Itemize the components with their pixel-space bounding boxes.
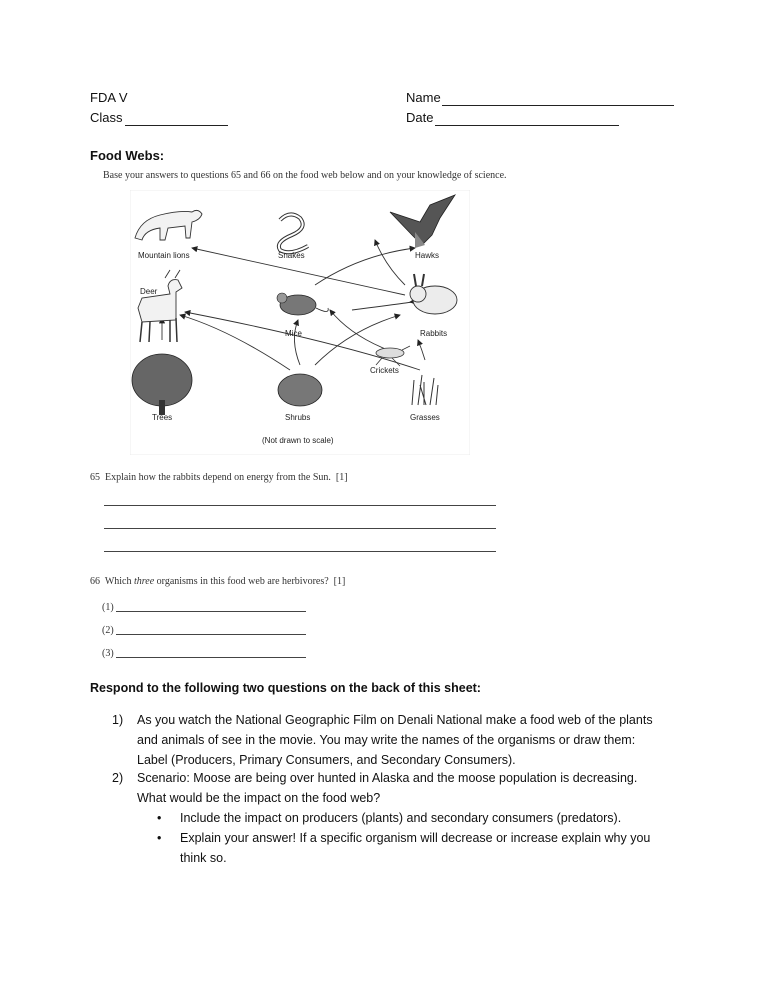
class-label: Class xyxy=(90,110,123,125)
bullet-1-icon: • xyxy=(157,811,162,825)
label-shrubs: Shrubs xyxy=(285,413,311,422)
course-label: FDA V xyxy=(90,90,128,105)
food-web-instruction: Base your answers to questions 65 and 66 on the food web below and on your knowledge of science. xyxy=(103,170,507,181)
answer-line-66-1[interactable] xyxy=(116,611,306,612)
answer-line-65-1[interactable] xyxy=(104,505,496,506)
question-66: 66 Which three organisms in this food web are herbivores? [1] xyxy=(90,576,346,587)
name-field[interactable] xyxy=(442,105,674,106)
bullet-2-text: Explain your answer! If a specific organism will decrease or increase explain why you think so. xyxy=(180,831,651,865)
date-field[interactable] xyxy=(435,125,619,126)
answer-line-65-2[interactable] xyxy=(104,528,496,529)
food-web-diagram xyxy=(130,190,470,455)
shrub-icon xyxy=(278,374,322,406)
respond-heading: Respond to the following two questions on the back of this sheet: xyxy=(90,681,481,695)
label-snakes: Snakes xyxy=(278,251,305,260)
answer-line-65-3[interactable] xyxy=(104,551,496,552)
label-mice: Mice xyxy=(285,329,302,338)
label-deer: Deer xyxy=(140,287,158,296)
bullet-1-text: Include the impact on producers (plants) and secondary consumers (predators). xyxy=(180,811,622,825)
class-field[interactable] xyxy=(125,125,228,126)
blank-label-2: (2) xyxy=(102,625,114,636)
question-1-text: As you watch the National Geographic Film on Denali National make a food web of the plants and animals of see in the movie. You may write the names of the organisms or draw them: Label (Producers, Primary Consumers, and Secondary Consumers). xyxy=(137,713,653,767)
name-label: Name xyxy=(406,90,441,105)
blank-label-1: (1) xyxy=(102,602,114,613)
answer-line-66-3[interactable] xyxy=(116,657,306,658)
label-rabbits: Rabbits xyxy=(420,329,448,338)
question-2-number: 2) xyxy=(112,771,124,785)
scale-note: (Not drawn to scale) xyxy=(262,436,334,445)
section-title: Food Webs: xyxy=(90,148,165,163)
answer-line-66-2[interactable] xyxy=(116,634,306,635)
question-65: 65 Explain how the rabbits depend on energy from the Sun. [1] xyxy=(90,472,348,483)
label-mountain-lions: Mountain lions xyxy=(138,251,190,260)
date-label: Date xyxy=(406,110,434,125)
question-1-number: 1) xyxy=(112,713,124,727)
label-trees: Trees xyxy=(152,413,173,422)
label-grasses: Grasses xyxy=(410,413,440,422)
bullet-2-icon: • xyxy=(157,831,162,845)
question-2-text: Scenario: Moose are being over hunted in Alaska and the moose population is decreasing. What would be the impact on the food web? xyxy=(137,771,638,805)
label-crickets: Crickets xyxy=(370,366,399,375)
label-hawks: Hawks xyxy=(415,251,440,260)
blank-label-3: (3) xyxy=(102,648,114,659)
